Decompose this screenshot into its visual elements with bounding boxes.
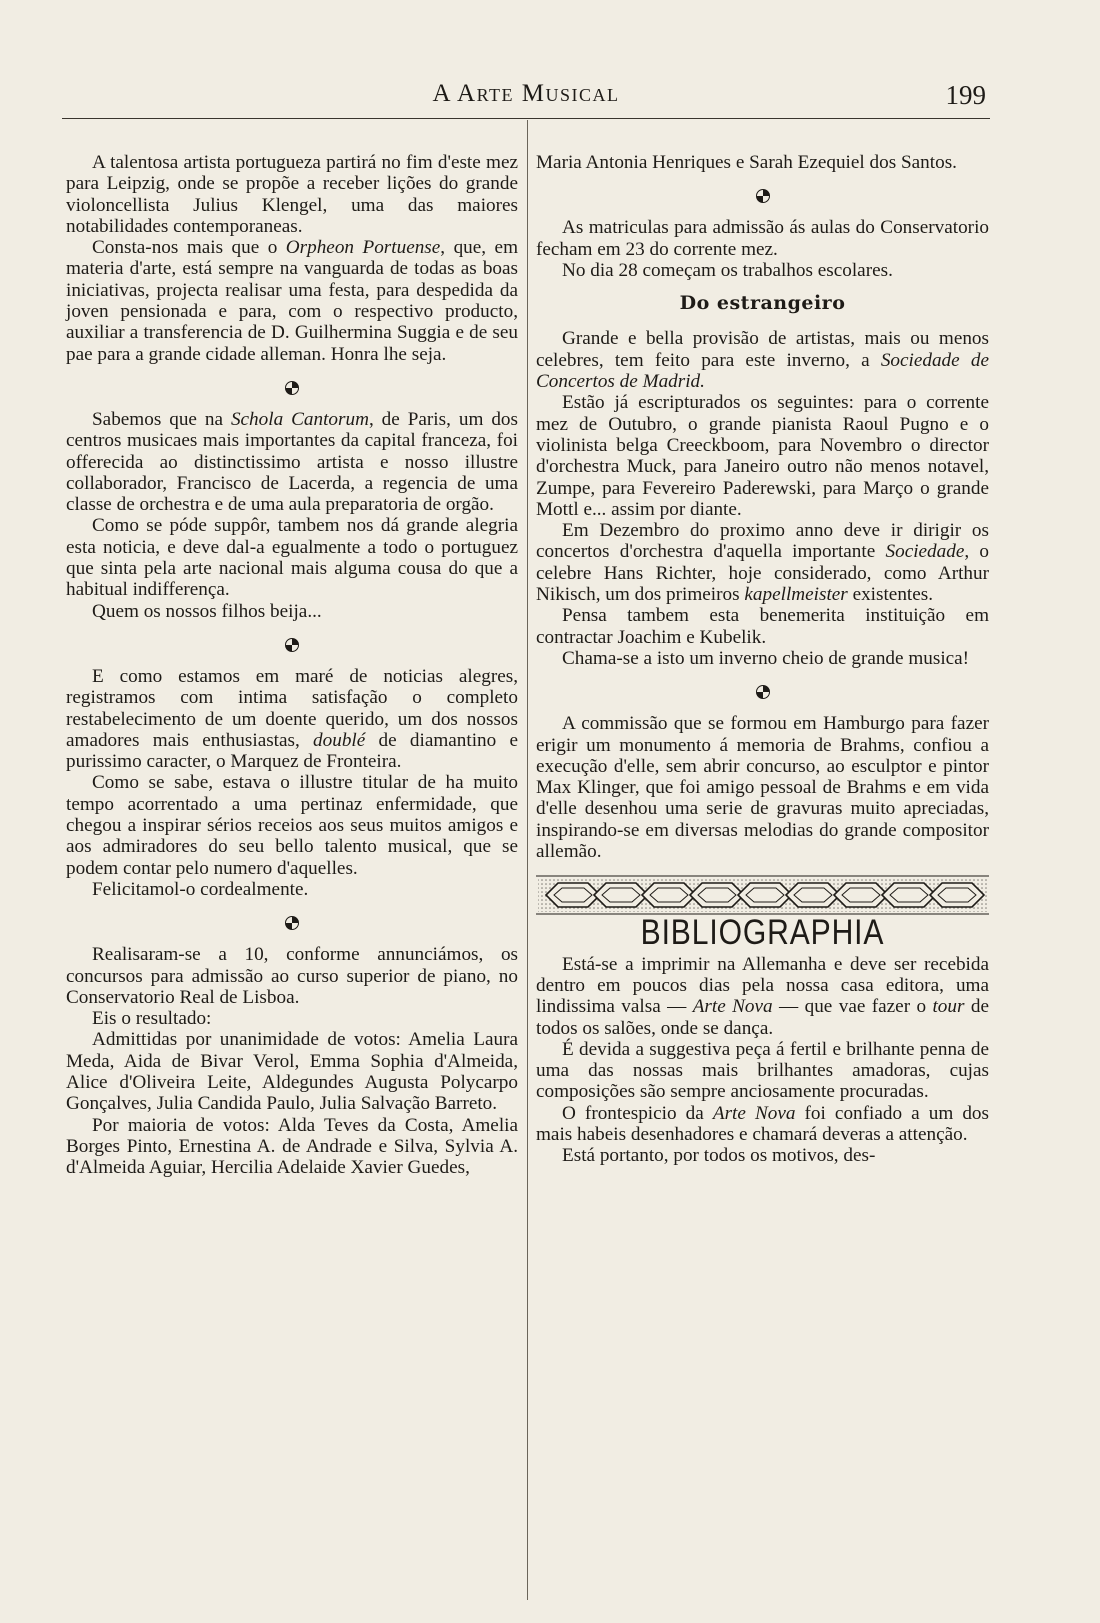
paragraph: No dia 28 começam os trabalhos escolares. [562,259,893,281]
ornament-icon [66,365,518,409]
paragraph: Como se sabe, estava o illustre titular de ha muito tempo acorrentado a uma pertinaz enfermidade, que chegou a inspirar sérios receios aos seus muitos amigos e aos admiradores do seu bello talento musical, que se podem contar pelo numero d'aquelles. [66,772,518,879]
paragraph: Estão já escripturados os seguintes: para o corrente mez de Outubro, o grande pianista Raoul Pugno e o violinista belga Creeckboom, para Novembro o director d'orchestra Muck, para Janeiro outro não menos notavel, Zumpe, para Fevereiro Paderewski, para Março o grande Mottl e... assim por diante. [536,392,989,520]
paragraph: Por maioria de votos: Alda Teves da Costa, Amelia Borges Pinto, Ernestina A. de Andrade e Silva, Sylvia A. d'Almeida Aguiar, Hercilia Adelaide Xavier Guedes, [66,1114,518,1179]
paragraph: Maria Antonia Henriques e Sarah Ezequiel dos Santos. [536,152,957,173]
paragraph: Grande e bella provisão de artistas, mais ou menos celebres, tem feito para este inverno, a Sociedade de Concertos de Madrid. [536,328,989,393]
paragraph: É devida a suggestiva peça á fertil e brilhante penna de uma das nossas mais brilhantes amadoras, cujas composições são sempre anciosamente procuradas. [536,1038,989,1103]
paragraph: Como se póde suppôr, tambem nos dá grande alegria esta noticia, e deve dal-a egualmente a todo o portuguez que sinta pela arte nacional mais alguma cousa do que a habitual indifferença. [66,515,518,601]
page-number: 199 [945,80,986,110]
journal-title: A Arte Musical [432,80,620,107]
paragraph: As matriculas para admissão ás aulas do Conservatorio fecham em 23 do corrente mez. [536,217,989,260]
paragraph: Felicitamol-o cordealmente. [92,878,309,900]
paragraph: E como estamos em maré de noticias alegres, registramos com intima satisfação o completo restabelecimento de um doente querido, um dos nossos amadores mais enthusiastas, doublé de diamantino e purissimo caracter, o Marquez de Fronteira. [66,665,518,773]
column-divider [527,120,528,1600]
paragraph: Consta-nos mais que o Orpheon Portuense, que, em materia d'arte, está sempre na vanguarda de todas as boas iniciativas, projecta realisar uma festa, para despedida da joven pensionada e para, com o respectivo producto, auxiliar a transferencia de D. Guilhermina Suggia e de seu pae para a grande cidade alleman. Honra lhe seja. [66,237,518,365]
ornament-icon [66,900,518,944]
section-heading-bibliographia: BIBLIOGRAPHIA [640,913,885,953]
right-column [536,152,989,1167]
ornament-icon [536,173,989,217]
paragraph: Pensa tambem esta benemerita instituição em contractar Joachim e Kubelik. [536,605,989,648]
paragraph: Eis o resultado: [92,1008,212,1030]
left-column [66,152,518,1178]
paragraph: O frontespicio da Arte Nova foi confiado a um dos mais habeis desenhadores e chamará deveras a attenção. [536,1102,989,1145]
paragraph: Está portanto, por todos os motivos, des- [562,1145,876,1167]
paragraph: Em Dezembro do proximo anno deve ir dirigir os concertos d'orchestra d'aquella importante Sociedade, o celebre Hans Richter, hoje considerado, como Arthur Nikisch, um dos primeiros kapellmeister existentes. [536,520,990,606]
decorative-border-icon [536,874,989,916]
paragraph: A commissão que se formou em Hamburgo para fazer erigir um monumento á memoria de Brahms, confiou a execução d'elle, sem abrir concurso, ao esculptor e pintor Max Klinger, que foi amigo pessoal de Brahms e em vida d'elle desenhou uma serie de gravuras muito apreciadas, inspirando-se em diversas melodias do grande compositor allemão. [536,713,989,863]
paragraph: Está-se a imprimir na Allemanha e deve ser recebida dentro em poucos dias pela nossa casa editora, uma lindissima valsa — Arte Nova — que vae fazer o tour de todos os salões, onde se dança. [536,953,989,1039]
section-heading-estrangeiro: Do estrangeiro [679,292,846,315]
paragraph: Quem os nossos filhos beija... [92,600,322,622]
paragraph: Sabemos que na Schola Cantorum, de Paris, um dos centros musicaes mais importantes da capital franceza, foi offerecida ao distinctissimo artista e nosso illustre collaborador, Francisco de Lacerda, a regencia de uma classe de orchestra e de uma aula preparatoria de orgão. [66,408,518,516]
ornament-icon [66,622,518,666]
paragraph: Admittidas por unanimidade de votos: Amelia Laura Meda, Aida de Bivar Verol, Emma Sophia d'Almeida, Alice d'Oliveira Leite, Aldegundes Augusta Polycarpo Gonçalves, Julia Candida Paulo, Julia Salvação Barreto. [66,1029,518,1115]
paragraph: A talentosa artista portugueza partirá no fim d'este mez para Leipzig, onde se propõe a receber lições do grande violoncellista Julius Klengel, uma das maiores notabilidades contemporaneas. [66,152,518,237]
paragraph: Chama-se a isto um inverno cheio de grande musica! [562,647,970,669]
running-header [62,78,990,119]
ornament-icon [536,669,989,713]
paragraph: Realisaram-se a 10, conforme annunciámos, os concursos para admissão ao curso superior de piano, no Conservatorio Real de Lisboa. [66,944,518,1008]
